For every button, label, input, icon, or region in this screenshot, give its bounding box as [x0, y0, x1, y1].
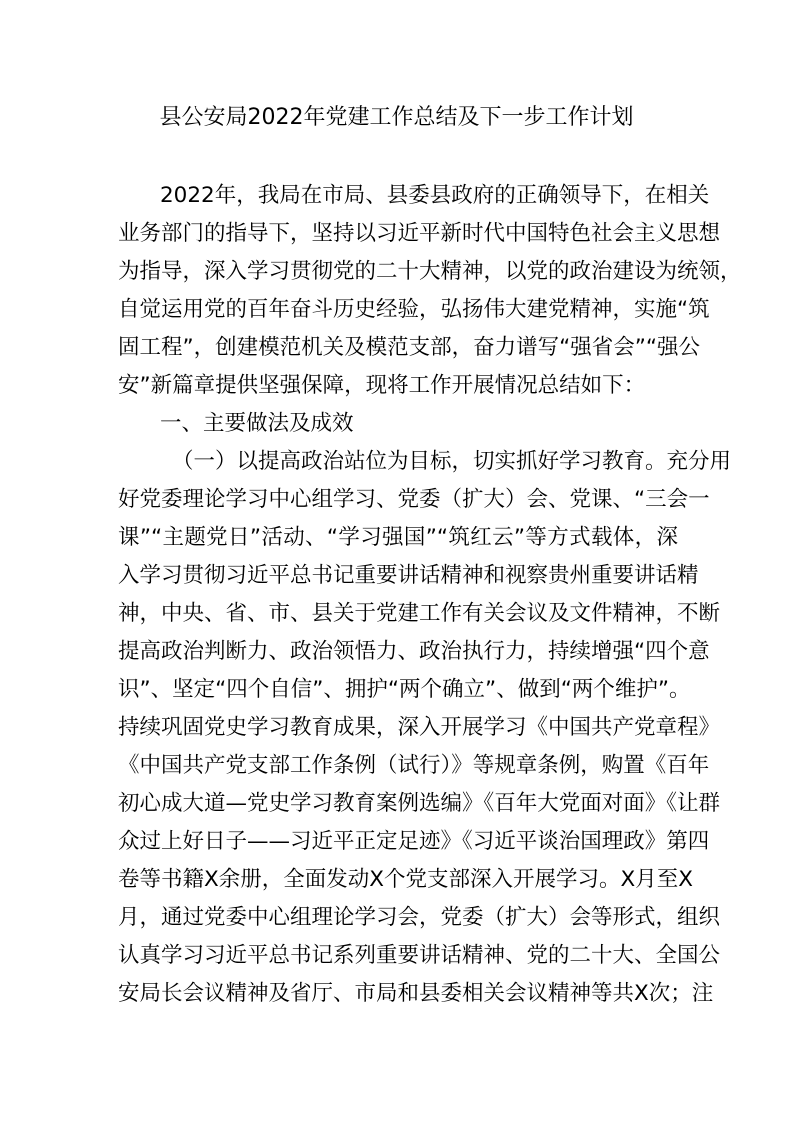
body-line: 为指导，深入学习贯彻党的二十大精神，以党的政治建设为统领， — [118, 259, 742, 284]
body-line: 月，通过党委中心组理论学习会，党委（扩大）会等形式，组织 — [118, 905, 721, 930]
body-line: 安”新篇章提供坚强保障，现将工作开展情况总结如下： — [118, 373, 646, 398]
body-line: 2022年，我局在市局、县委县政府的正确领导下，在相关 — [160, 183, 710, 208]
body-line: 好党委理论学习中心组学习、党委（扩大）会、党课、“三会一 — [118, 487, 710, 512]
body-line: 众过上好日子——习近平正定足迹》《习近平谈治国理政》第四 — [118, 829, 710, 854]
body-line: 识”、坚定“四个自信”、拥护“两个确立”、做到“两个维护”。 — [118, 677, 691, 702]
section-heading: 一、主要做法及成效 — [160, 411, 354, 436]
body-line: 卷等书籍X余册，全面发动X个党支部深入开展学习。X月至X — [118, 867, 693, 892]
body-line: 业务部门的指导下，坚持以习近平新时代中国特色社会主义思想 — [118, 221, 721, 246]
document-title: 县公安局2022年党建工作总结及下一步工作计划 — [159, 105, 634, 130]
body-line: 入学习贯彻习近平总书记重要讲话精神和视察贵州重要讲话精 — [118, 563, 699, 588]
body-line: 持续巩固党史学习教育成果，深入开展学习《中国共产党章程》 — [118, 715, 721, 740]
body-line: 自觉运用党的百年奋斗历史经验，弘扬伟大建党精神，实施“筑 — [118, 297, 710, 322]
body-line: 《中国共产党支部工作条例（试行）》等规章条例，购置《百年 — [118, 753, 710, 778]
body-line: 安局长会议精神及省厅、市局和县委相关会议精神等共X次；注 — [118, 981, 714, 1006]
body-line: 固工程”，创建模范机关及模范支部，奋力谱写“强省会”“强公 — [118, 335, 701, 360]
body-line: 初心成大道—党史学习教育案例选编》《百年大党面对面》《让群 — [118, 791, 721, 816]
document-body — [118, 177, 742, 1013]
body-line: 提高政治判断力、政治领悟力、政治执行力，持续增强“四个意 — [118, 639, 710, 664]
body-line: 神，中央、省、市、县关于党建工作有关会议及文件精神，不断 — [118, 601, 721, 626]
subsection-line: （一）以提高政治站位为目标，切实抓好学习教育。充分用 — [172, 449, 732, 474]
body-line: 课”“主题党日”活动、“学习强国”“筑红云”等方式载体，深 — [118, 525, 678, 550]
body-line: 认真学习习近平总书记系列重要讲话精神、党的二十大、全国公 — [118, 943, 721, 968]
